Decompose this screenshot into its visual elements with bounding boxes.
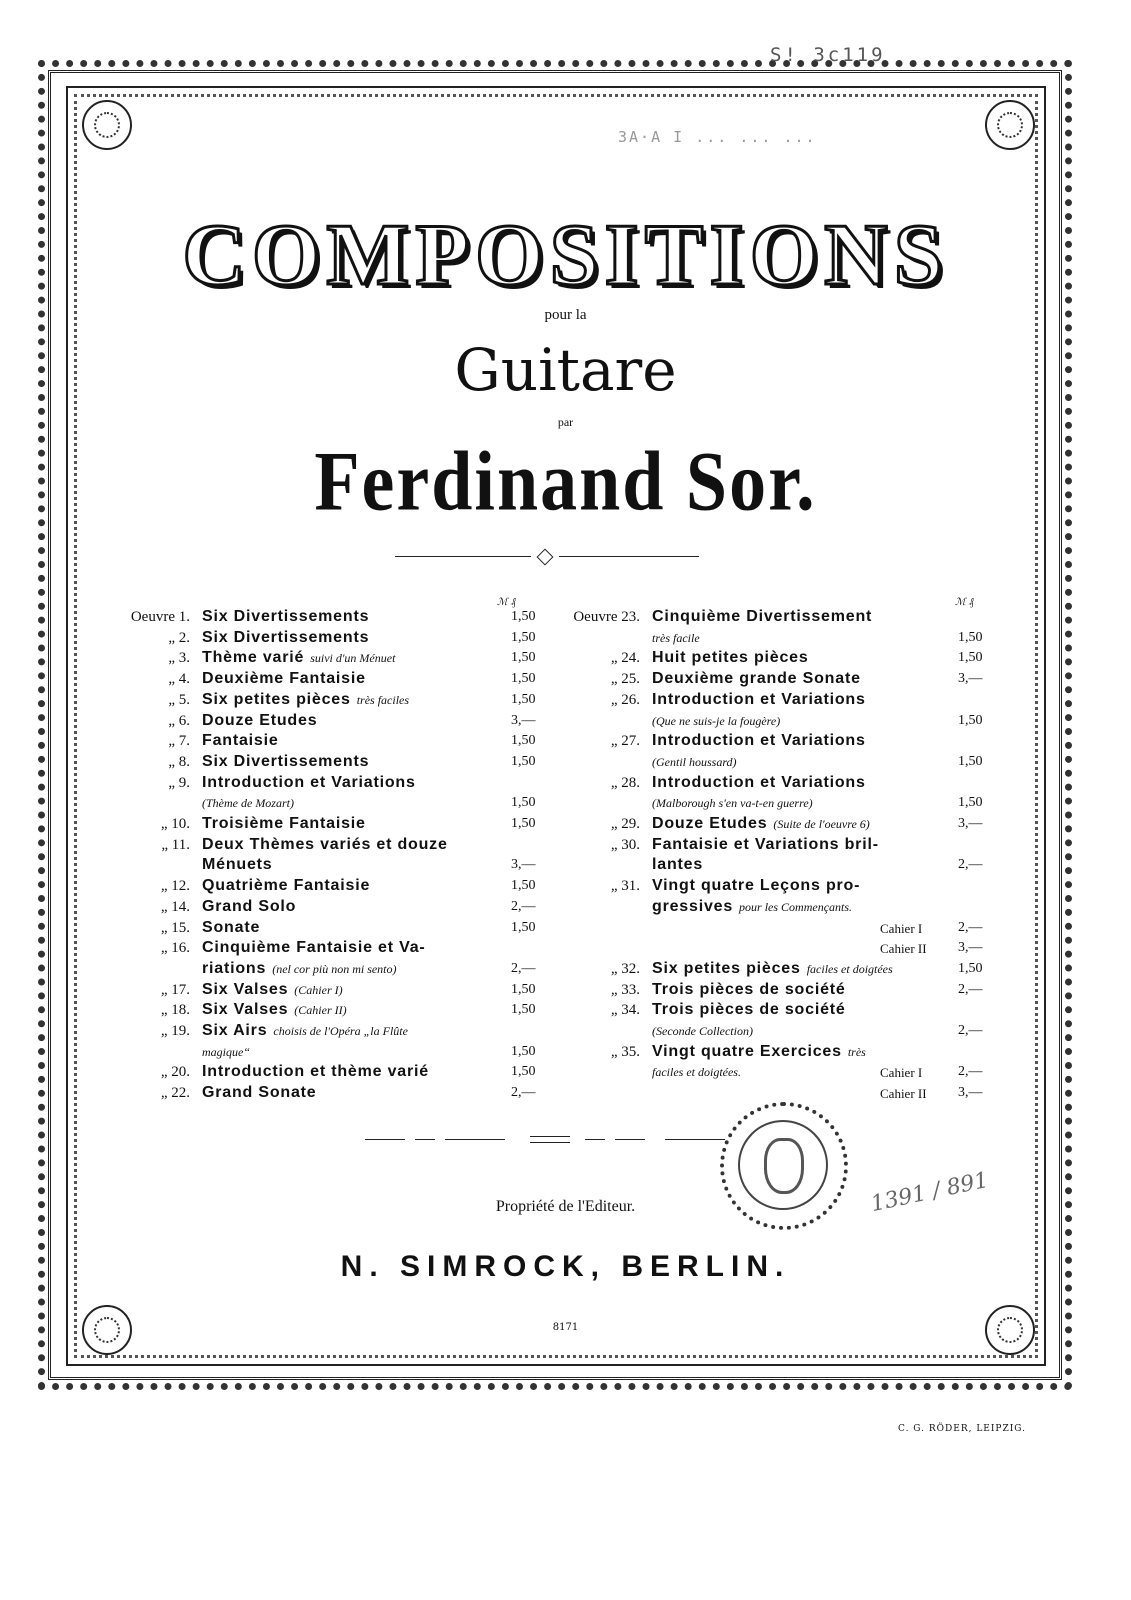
price: 1,50 — [511, 1002, 536, 1018]
opus-number: „ 3. — [168, 650, 190, 667]
list-item — [0, 692, 1131, 712]
work-note: très faciles — [356, 692, 410, 707]
work-note: (Cahier I) — [294, 982, 343, 997]
instrument-title: Guitare — [454, 336, 677, 404]
price: 3,— — [511, 712, 536, 728]
list-item — [0, 630, 1131, 650]
work-title-text: Introduction et Variations — [652, 773, 866, 791]
opus-number: „ 28. — [610, 774, 640, 791]
work-note: Cahier I — [880, 920, 923, 936]
price: 2,— — [958, 919, 983, 935]
opus-number: „ 14. — [160, 898, 190, 915]
price: 3,— — [511, 857, 536, 873]
price: 1,50 — [958, 960, 983, 976]
separator-dash — [365, 1139, 405, 1140]
work-title-text: Grand Sonate — [202, 1084, 317, 1102]
work-note: (Thème de Mozart) — [202, 796, 294, 811]
price: 1,50 — [511, 981, 536, 997]
work-title-text: Six Divertissements — [202, 752, 370, 770]
price: 1,50 — [511, 878, 536, 894]
work-title-text: Vingt quatre Leçons pro- — [652, 877, 861, 895]
work-title-text: Six Airs — [202, 1022, 268, 1039]
opus-number: „ 4. — [168, 671, 190, 688]
work-title — [652, 960, 893, 978]
list-item — [0, 713, 1131, 733]
separator-dash — [615, 1139, 645, 1140]
list-item — [0, 1064, 1131, 1084]
faint-stamp-text: 3A·A I ... ... ... — [618, 128, 817, 146]
opus-number: „ 34. — [610, 1002, 640, 1019]
work-title-text: Douze Etudes — [202, 711, 318, 729]
opus-number: „ 17. — [160, 981, 190, 998]
work-title-text: Introduction et Variations — [652, 690, 866, 708]
work-title-text: Trois pièces de société — [652, 1001, 846, 1019]
work-note: très facile — [652, 630, 700, 645]
list-item — [0, 775, 1131, 795]
price: 1,50 — [511, 816, 536, 831]
opus-number: „ 5. — [168, 691, 190, 708]
price: 1,50 — [511, 919, 536, 935]
separator-center-ornament-icon — [530, 1136, 570, 1143]
work-note: Cahier II — [880, 941, 927, 957]
work-title — [652, 1043, 866, 1061]
work-title — [652, 1001, 846, 1019]
work-title — [652, 670, 861, 688]
list-item — [0, 878, 1131, 898]
list-item — [0, 733, 1131, 753]
work-title-text: Introduction et Variations — [652, 732, 866, 750]
work-title-text: Deuxième Fantaisie — [202, 670, 366, 688]
price: 3,— — [958, 671, 983, 687]
cahier-label: Cahier I — [880, 1065, 923, 1081]
price: 2,— — [511, 960, 536, 976]
work-title-text: Fantaisie — [202, 732, 279, 750]
opus-number: „ 29. — [610, 816, 640, 832]
work-note: faciles et doigtées. — [652, 1065, 741, 1080]
work-title-text: Six petites pièces — [202, 690, 351, 708]
work-title-text: Introduction et thème varié — [202, 1063, 429, 1081]
price: 3,— — [958, 1085, 983, 1101]
list-item — [0, 795, 1131, 815]
opus-number: „ 8. — [168, 753, 190, 770]
work-title-text: Sonate — [202, 918, 261, 936]
composer-name: Ferdinand Sor. — [314, 434, 817, 530]
price: 1,50 — [958, 712, 983, 728]
opus-number: „ 33. — [610, 981, 640, 998]
list-item — [0, 982, 1131, 1002]
work-note: (nel cor più non mi sento) — [272, 961, 397, 976]
price: 1,50 — [958, 753, 983, 769]
price: 1,50 — [511, 733, 536, 749]
work-note: choisis de l'Opéra „la Flûte — [273, 1024, 408, 1038]
page-title: COMPOSITIONS — [182, 207, 949, 304]
work-title-text: Six Valses — [202, 1001, 289, 1019]
separator-dash — [585, 1139, 605, 1140]
work-note: pour les Commençants. — [739, 899, 853, 914]
work-note: suivi d'un Ménuet — [310, 651, 396, 666]
opus-number: Oeuvre 1. — [130, 609, 190, 625]
work-title — [652, 712, 780, 730]
work-title-text: Deuxième grande Sonate — [652, 670, 861, 688]
opus-number: „ 7. — [168, 733, 190, 750]
list-item — [0, 754, 1131, 774]
separator-dash — [665, 1139, 725, 1140]
publisher-name: N. SIMROCK, BERLIN. — [340, 1250, 791, 1283]
price: 1,50 — [511, 650, 536, 666]
work-note: faciles et doigtées — [806, 961, 893, 976]
work-title-text: Introduction et Variations — [202, 773, 416, 791]
work-title — [652, 753, 737, 771]
work-title-text: gressives — [652, 897, 734, 915]
work-title — [652, 877, 860, 895]
corner-ornament-icon — [985, 100, 1035, 150]
work-title-text: Fantaisie et Variations bril- — [652, 835, 879, 853]
list-item — [0, 1044, 1131, 1064]
opus-number: „ 30. — [610, 836, 640, 853]
work-title — [652, 981, 846, 999]
price: 2,— — [511, 1085, 536, 1101]
work-title — [652, 898, 852, 916]
price: 3,— — [958, 816, 983, 831]
list-item — [0, 1002, 1131, 1022]
price: 1,50 — [511, 691, 536, 707]
price: 2,— — [958, 1064, 983, 1080]
list-item — [0, 650, 1131, 670]
opus-number: „ 11. — [161, 836, 190, 853]
opus-number: „ 15. — [160, 919, 190, 936]
price: 2,— — [511, 898, 536, 914]
opus-number: „ 20. — [160, 1064, 190, 1081]
work-title-text: Trois pièces de société — [652, 980, 846, 998]
work-title-text: Six Divertissements — [202, 608, 370, 625]
price: 1,50 — [511, 753, 536, 769]
price: 1,50 — [511, 1043, 536, 1059]
work-title — [652, 815, 870, 833]
separator-dash — [445, 1139, 505, 1140]
price: 2,— — [958, 1023, 983, 1038]
divider-rule-left — [395, 556, 531, 557]
currency-header-left: ℳ ₰ — [497, 597, 516, 608]
work-title-text: riations — [202, 959, 267, 977]
work-title — [652, 794, 813, 812]
work-note: (Suite de l'oeuvre 6) — [773, 817, 870, 831]
list-item — [0, 920, 1131, 940]
work-title-text: Deux Thèmes variés et douze — [202, 835, 448, 853]
work-title-text: Six Valses — [202, 980, 289, 998]
list-item — [0, 816, 1131, 836]
printer-credit: C. G. RÖDER, LEIPZIG. — [898, 1424, 1027, 1434]
work-note: (Malborough s'en va-t-en guerre) — [652, 796, 813, 811]
price: 1,50 — [511, 629, 536, 645]
work-title — [652, 774, 866, 792]
opus-number: „ 25. — [610, 671, 640, 688]
plate-number: 8171 — [552, 1322, 579, 1333]
price: 1,50 — [511, 795, 536, 811]
work-note: (Seconde Collection) — [652, 1024, 753, 1038]
work-title-text: Douze Etudes — [652, 815, 768, 832]
work-title-text: lantes — [652, 856, 704, 874]
opus-number: „ 19. — [160, 1023, 190, 1039]
work-title-text: Quatrième Fantaisie — [202, 877, 371, 895]
par-text: par — [557, 415, 574, 429]
work-title-text: Huit petites pièces — [652, 649, 809, 667]
work-title-text: Troisième Fantaisie — [202, 815, 366, 832]
opus-number: „ 2. — [168, 629, 190, 646]
library-shelf-mark: S! 3c119 — [770, 44, 886, 66]
price: 1,50 — [511, 609, 536, 624]
list-item — [0, 837, 1131, 857]
opus-number: „ 27. — [610, 733, 640, 750]
price: 1,50 — [958, 650, 983, 666]
price: 2,— — [958, 981, 983, 997]
list-item — [0, 940, 1131, 960]
price: 1,50 — [511, 1064, 536, 1080]
work-title-text: Six petites pièces — [652, 959, 801, 977]
work-title — [652, 608, 872, 626]
pour-la-text: pour la — [544, 307, 587, 323]
list-item — [0, 609, 1131, 629]
divider-rule-right — [559, 556, 699, 557]
currency-header-right: ℳ ₰ — [955, 597, 974, 608]
separator-dash — [415, 1139, 435, 1140]
opus-number: „ 12. — [160, 878, 190, 895]
opus-number: „ 31. — [610, 878, 640, 895]
price: 1,50 — [958, 795, 983, 811]
work-title — [652, 836, 879, 854]
price: 2,— — [958, 857, 983, 873]
opus-number: „ 16. — [160, 940, 190, 957]
opus-number: „ 10. — [160, 816, 190, 832]
work-note: très — [847, 1044, 866, 1059]
work-title-text: Cinquième Fantaisie et Va- — [202, 939, 426, 957]
price: 1,50 — [958, 629, 983, 645]
property-notice: Propriété de l'Editeur. — [495, 1198, 636, 1215]
work-title — [652, 1022, 753, 1040]
list-item — [0, 1085, 1131, 1105]
list-item — [0, 961, 1131, 981]
opus-number: „ 24. — [610, 650, 640, 667]
price: 3,— — [958, 940, 983, 956]
opus-number: „ 26. — [610, 691, 640, 708]
list-item — [0, 857, 1131, 877]
work-title-text: Ménuets — [202, 856, 273, 874]
list-item — [0, 1023, 1131, 1043]
work-title — [652, 1063, 923, 1081]
corner-ornament-icon — [82, 100, 132, 150]
work-title — [652, 732, 866, 750]
opus-number: „ 35. — [610, 1043, 640, 1060]
opus-number: „ 32. — [610, 960, 640, 977]
opus-number: „ 6. — [168, 712, 190, 729]
work-title-text: Six Divertissements — [202, 628, 370, 646]
list-item — [0, 671, 1131, 691]
work-title — [652, 691, 866, 709]
work-note: Cahier II — [880, 1086, 927, 1102]
work-title-text: Cinquième Divertissement — [652, 608, 873, 625]
work-title-text: Grand Solo — [202, 897, 297, 915]
opus-number: „ 9. — [168, 774, 190, 791]
work-title — [652, 649, 809, 667]
work-title-text: Vingt quatre Exercices — [652, 1042, 842, 1060]
work-note: magique“ — [202, 1044, 250, 1059]
work-note: (Cahier II) — [294, 1003, 347, 1018]
work-title — [652, 629, 700, 647]
list-item — [0, 899, 1131, 919]
work-title-text: Thème varié — [202, 649, 305, 667]
handwritten-note: 1391 / 891 — [868, 1167, 991, 1218]
work-note: (Gentil houssard) — [652, 754, 737, 769]
price: 1,50 — [511, 671, 536, 687]
opus-number: Oeuvre 23. — [573, 609, 640, 625]
opus-number: „ 18. — [160, 1002, 190, 1019]
work-note: (Que ne suis-je la fougère) — [652, 713, 781, 728]
work-title — [652, 856, 703, 874]
opus-number: „ 22. — [160, 1085, 190, 1102]
